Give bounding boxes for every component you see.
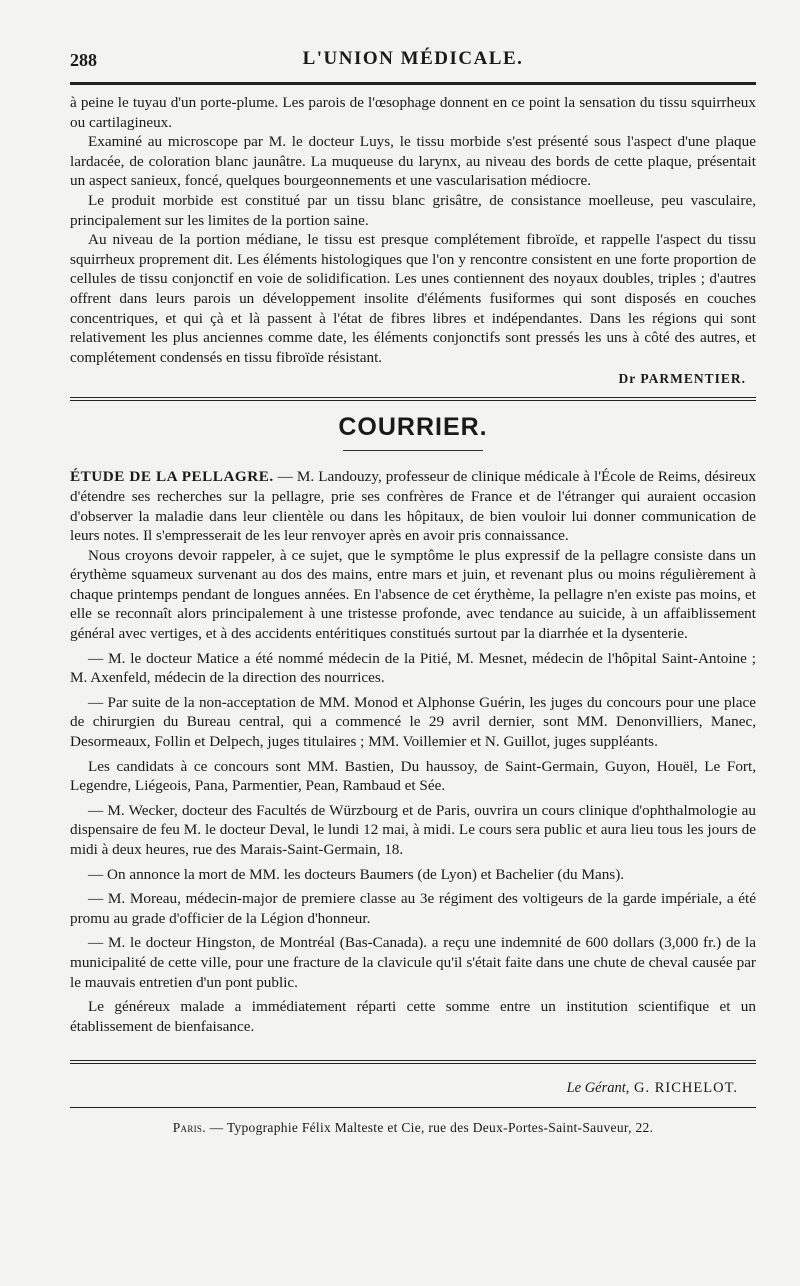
news-item: — On annonce la mort de MM. les docteurs Baumers (de Lyon) et Bachelier (du Mans). — [88, 865, 625, 883]
article-signature: Dr PARMENTIER. — [618, 371, 746, 387]
news-item: — M. Moreau, médecin-major de premiere classe au 3e régiment des voltigeurs de la garde impériale, a été promu au grade d'officier de la Légion d'honneur. — [70, 890, 756, 927]
page-header — [70, 46, 756, 72]
end-divider — [70, 1060, 756, 1064]
news-item: — M. le docteur Hingston, de Montréal (Bas-Canada). a reçu une indemnité de 600 dollars (3,000 fr.) de la municipalité de cette ville, pour une fracture de la clavicule qu'il s'était faite dans une chute de cheval causée par le mauvais entretien d'un pont public. — [70, 934, 756, 991]
news-item: — M. Wecker, docteur des Facultés de Würzbourg et de Paris, ouvrira un cours clinique d'ophthalmologie au dispensaire de feu M. le docteur Deval, le lundi 12 mai, à midi. Le cours sera public et aura lieu tous les jours de midi à deux heures, rue des Marais-Saint-Germain, 18. — [70, 801, 756, 858]
news-item — [70, 467, 756, 545]
news-item-lead: ÉTUDE DE LA PELLAGRE. — [70, 468, 274, 486]
article-body — [70, 93, 756, 387]
article-paragraph: à peine le tuyau d'un porte-plume. Les parois de l'œsophage donnent en ce point la sensation du tissu squirrheux ou cartilagineux. — [70, 94, 756, 131]
article-paragraph: Examiné au microscope par M. le docteur Luys, le tissu morbide s'est présenté sous l'aspect d'une plaque lardacée, de coloration blanc jaunâtre. La muqueuse du larynx, au niveau des bords de cette plaque, présentait un aspect sanieux, foncé, quelques bourgeonnements et une vascularisation médiocre. — [70, 133, 756, 190]
article-paragraph: Le produit morbide est constitué par un tissu blanc grisâtre, de consistance moelleuse, peu vasculaire, principalement sur les limites de la portion saine. — [70, 191, 756, 229]
section-title: COURRIER. — [338, 413, 488, 442]
news-item-text: — M. Landouzy, professeur de clinique médicale à l'École de Reims, désireux d'étendre ses recherches sur la pellagre, prie ses confrères de France et de l'étranger qui auraient occasion d'observer la maladie dans leur clientèle ou dans les hôpitaux, de bien vouloir lui donner communication de leurs notes. Il s'empresserait de les leur renvoyer après en avoir pris connaissance. — [70, 468, 757, 545]
gerant-name: G. RICHELOT. — [629, 1080, 738, 1097]
news-item: — Par suite de la non-acceptation de MM. Monod et Alphonse Guérin, les juges du concours pour une place de chirurgien du Bureau central, qui a commencé le 29 avril dernier, sont MM. Denonvilliers, Manec, Desormeaux, Follin et Delpech, juges titulaires ; MM. Voillemier et N. Guillot, juges suppléants. — [70, 693, 756, 751]
news-item: Le généreux malade a immédiatement réparti cette somme entre un institution scientifique et un établissement de bienfaisance. — [70, 998, 756, 1035]
courrier-body — [70, 467, 756, 1036]
news-item: Nous croyons devoir rappeler, à ce sujet, que le symptôme le plus expressif de la pellagre consiste dans un érythème squameux survenant au dos des mains, entre mars et juin, et revenant plus ou moins régulièrement à chaque printemps pendant de longues années. En l'absence de cet érythème, la pellagre n'en existe pas moins, et elle se reconnaît alors principalement à une tristesse profonde, avec tendance au suicide, à un affaiblissement général avec vertiges, et à des accidents entéritiques constitués surtout par la diarrhée et la dysenterie. — [70, 546, 756, 643]
footer-rule — [70, 1107, 756, 1108]
running-title: L'UNION MÉDICALE. — [302, 48, 524, 69]
header-rule — [70, 82, 756, 85]
section-divider — [70, 397, 756, 401]
news-item: Les candidats à ce concours sont MM. Bastien, Du haussoy, de Saint-Germain, Guyon, Houël, Le Fort, Legendre, Liégeois, Pana, Parmentier, Pean, Rambaud et Sée. — [70, 757, 756, 795]
imprint-city: Paris. — [172, 1120, 206, 1136]
page-number: 288 — [70, 50, 97, 70]
imprint-text: — Typographie Félix Malteste et Cie, rue des Deux-Portes-Saint-Sauveur, 22. — [205, 1120, 654, 1136]
printer-imprint — [70, 1120, 756, 1136]
article-paragraph: Au niveau de la portion médiane, le tissu est presque complétement fibroïde, et rappelle l'aspect du tissu squirrheux proprement dit. Les éléments histologiques que l'on y rencontre consistent en une forte proportion de cellules de tissu conjonctif en voie de solidification. Les unes contiennent des noyaux doubles, triples ; d'autres offrent dans leurs parois un développement insolite d'éléments fusiformes qui sont disposés en couches concentriques, et qui çà et là passent à l'état de fibres libres et indépendantes. Dans les régions qui sont relativement les plus anciennes comme date, les éléments conjonctifs sont pressés les uns à côté des autres, et complétement condensés en tissu fibroïde résistant. — [70, 231, 756, 366]
gerant-label: Le Gérant, — [566, 1080, 630, 1097]
title-underline — [343, 450, 483, 451]
gerant-line — [70, 1080, 738, 1097]
news-item: — M. le docteur Matice a été nommé médecin de la Pitié, M. Mesnet, médecin de l'hôpital Saint-Antoine ; M. Axenfeld, médecin de la direction des nourrices. — [70, 649, 756, 687]
